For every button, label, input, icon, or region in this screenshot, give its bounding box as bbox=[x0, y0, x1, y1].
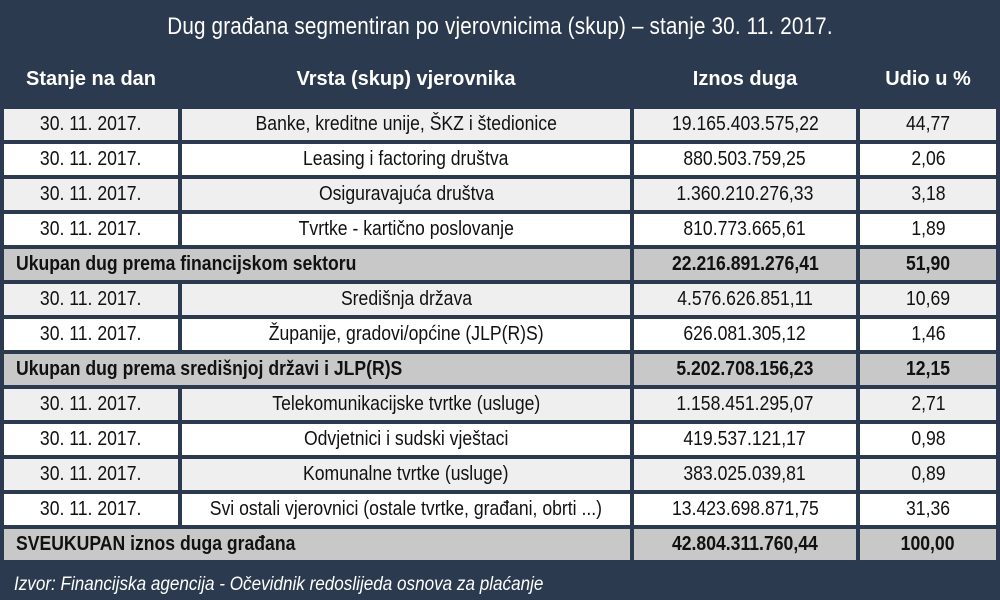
table-row bbox=[4, 109, 996, 144]
cell-share-text: 31,36 bbox=[905, 498, 951, 520]
cell-date-text: 30. 11. 2017. bbox=[40, 393, 142, 415]
cell-amount-text: 1.360.210.276,33 bbox=[676, 183, 814, 205]
cell-share-text: 0,98 bbox=[910, 428, 946, 450]
subtotal-share bbox=[860, 354, 996, 389]
cell-share bbox=[860, 144, 996, 179]
cell-date-text: 30. 11. 2017. bbox=[40, 148, 142, 170]
debt-table bbox=[4, 54, 996, 564]
source-note: Izvor: Financijska agencija - Očevidnik redoslijeda osnova za plaćanje bbox=[14, 574, 544, 595]
cell-date bbox=[4, 214, 182, 249]
header-row bbox=[4, 54, 996, 109]
cell-name bbox=[182, 389, 634, 424]
cell-name bbox=[182, 109, 634, 144]
cell-amount bbox=[634, 109, 860, 144]
table-row bbox=[4, 179, 996, 214]
cell-amount bbox=[634, 319, 860, 354]
cell-date-text: 30. 11. 2017. bbox=[40, 288, 142, 310]
cell-date bbox=[4, 424, 182, 459]
cell-amount bbox=[634, 144, 860, 179]
subtotal-share-text: 100,00 bbox=[901, 533, 955, 555]
cell-amount-text: 13.423.698.871,75 bbox=[671, 498, 819, 520]
cell-amount bbox=[634, 179, 860, 214]
subtotal-label-text: Ukupan dug prema financijskom sektoru bbox=[16, 253, 357, 275]
cell-amount-text: 19.165.403.575,22 bbox=[671, 113, 819, 135]
cell-amount-text: 810.773.665,61 bbox=[683, 218, 807, 240]
cell-share bbox=[860, 389, 996, 424]
cell-amount-text: 4.576.626.851,11 bbox=[677, 288, 813, 310]
cell-date-text: 30. 11. 2017. bbox=[40, 323, 142, 345]
table-row bbox=[4, 284, 996, 319]
cell-date bbox=[4, 389, 182, 424]
cell-amount-text: 1.158.451.295,07 bbox=[676, 393, 814, 415]
subtotal-label-text: SVEUKUPAN iznos duga građana bbox=[16, 533, 296, 555]
cell-name bbox=[182, 459, 634, 494]
cell-amount-text: 880.503.759,25 bbox=[683, 148, 807, 170]
cell-name-text: Odvjetnici i sudski vještaci bbox=[303, 428, 509, 450]
cell-date bbox=[4, 494, 182, 529]
subtotal-row bbox=[4, 354, 996, 389]
cell-share-text: 1,46 bbox=[910, 323, 946, 345]
cell-amount bbox=[634, 284, 860, 319]
subtotal-share bbox=[860, 529, 996, 564]
cell-date bbox=[4, 284, 182, 319]
cell-amount bbox=[634, 389, 860, 424]
cell-share-text: 2,71 bbox=[910, 393, 946, 415]
column-header: Stanje na dan bbox=[4, 54, 182, 109]
cell-name-text: Tvrtke - kartično poslovanje bbox=[298, 218, 514, 240]
column-header: Udio u % bbox=[860, 54, 996, 109]
cell-share-text: 3,18 bbox=[910, 183, 946, 205]
subtotal-amount bbox=[634, 249, 860, 284]
subtotal-row bbox=[4, 249, 996, 284]
cell-date-text: 30. 11. 2017. bbox=[40, 428, 142, 450]
subtotal-share-text: 51,90 bbox=[905, 253, 951, 275]
table-row bbox=[4, 319, 996, 354]
cell-share bbox=[860, 214, 996, 249]
cell-name-text: Osiguravajuća društva bbox=[318, 183, 494, 205]
table-row bbox=[4, 389, 996, 424]
cell-name-text: Telekomunikacijske tvrtke (usluge) bbox=[271, 393, 541, 415]
subtotal-amount-text: 22.216.891.276,41 bbox=[671, 253, 819, 275]
cell-date-text: 30. 11. 2017. bbox=[40, 113, 142, 135]
cell-name bbox=[182, 319, 634, 354]
cell-share bbox=[860, 179, 996, 214]
column-header: Vrsta (skup) vjerovnika bbox=[182, 54, 634, 109]
cell-date bbox=[4, 459, 182, 494]
cell-name-text: Leasing i factoring društva bbox=[303, 148, 509, 170]
subtotal-label-text: Ukupan dug prema središnjoj državi i JLP(R)S bbox=[16, 358, 403, 380]
cell-amount bbox=[634, 424, 860, 459]
subtotal-label bbox=[4, 354, 634, 389]
cell-share-text: 2,06 bbox=[910, 148, 946, 170]
cell-name-text: Središnja država bbox=[340, 288, 472, 310]
cell-name bbox=[182, 144, 634, 179]
cell-share bbox=[860, 109, 996, 144]
table-row bbox=[4, 144, 996, 179]
subtotal-row bbox=[4, 529, 996, 564]
cell-date-text: 30. 11. 2017. bbox=[40, 218, 142, 240]
subtotal-amount bbox=[634, 354, 860, 389]
cell-name bbox=[182, 214, 634, 249]
cell-share-text: 0,89 bbox=[910, 463, 946, 485]
cell-share bbox=[860, 424, 996, 459]
table-row bbox=[4, 494, 996, 529]
cell-share bbox=[860, 494, 996, 529]
table-row bbox=[4, 424, 996, 459]
cell-name-text: Svi ostali vjerovnici (ostale tvrtke, građani, obrti ...) bbox=[209, 498, 603, 520]
cell-name-text: Komunalne tvrtke (usluge) bbox=[303, 463, 509, 485]
subtotal-amount-text: 42.804.311.760,44 bbox=[672, 533, 818, 555]
cell-name bbox=[182, 494, 634, 529]
cell-date bbox=[4, 144, 182, 179]
cell-name bbox=[182, 179, 634, 214]
subtotal-amount-text: 5.202.708.156,23 bbox=[676, 358, 814, 380]
cell-name-text: Banke, kreditne unije, ŠKZ i štedionice bbox=[255, 113, 557, 135]
subtotal-label bbox=[4, 249, 634, 284]
cell-date bbox=[4, 179, 182, 214]
cell-date bbox=[4, 109, 182, 144]
table-body bbox=[4, 109, 996, 564]
cell-name bbox=[182, 424, 634, 459]
cell-share-text: 10,69 bbox=[905, 288, 951, 310]
cell-share-text: 1,89 bbox=[910, 218, 946, 240]
subtotal-share-text: 12,15 bbox=[905, 358, 951, 380]
cell-date-text: 30. 11. 2017. bbox=[40, 463, 142, 485]
cell-date bbox=[4, 319, 182, 354]
cell-amount bbox=[634, 494, 860, 529]
cell-share bbox=[860, 284, 996, 319]
table-title: Dug građana segmentiran po vjerovnicima (skup) – stanje 30. 11. 2017. bbox=[167, 13, 833, 40]
cell-share-text: 44,77 bbox=[905, 113, 951, 135]
subtotal-amount bbox=[634, 529, 860, 564]
cell-share bbox=[860, 319, 996, 354]
cell-share bbox=[860, 459, 996, 494]
cell-date-text: 30. 11. 2017. bbox=[40, 183, 142, 205]
subtotal-label bbox=[4, 529, 634, 564]
cell-amount-text: 626.081.305,12 bbox=[683, 323, 807, 345]
table-row bbox=[4, 214, 996, 249]
cell-amount bbox=[634, 214, 860, 249]
cell-amount bbox=[634, 459, 860, 494]
column-header: Iznos duga bbox=[634, 54, 860, 109]
cell-date-text: 30. 11. 2017. bbox=[40, 498, 142, 520]
cell-name bbox=[182, 284, 634, 319]
cell-amount-text: 419.537.121,17 bbox=[683, 428, 807, 450]
subtotal-share bbox=[860, 249, 996, 284]
cell-name-text: Županije, gradovi/općine (JLP(R)S) bbox=[268, 323, 544, 345]
table-row bbox=[4, 459, 996, 494]
cell-amount-text: 383.025.039,81 bbox=[683, 463, 807, 485]
